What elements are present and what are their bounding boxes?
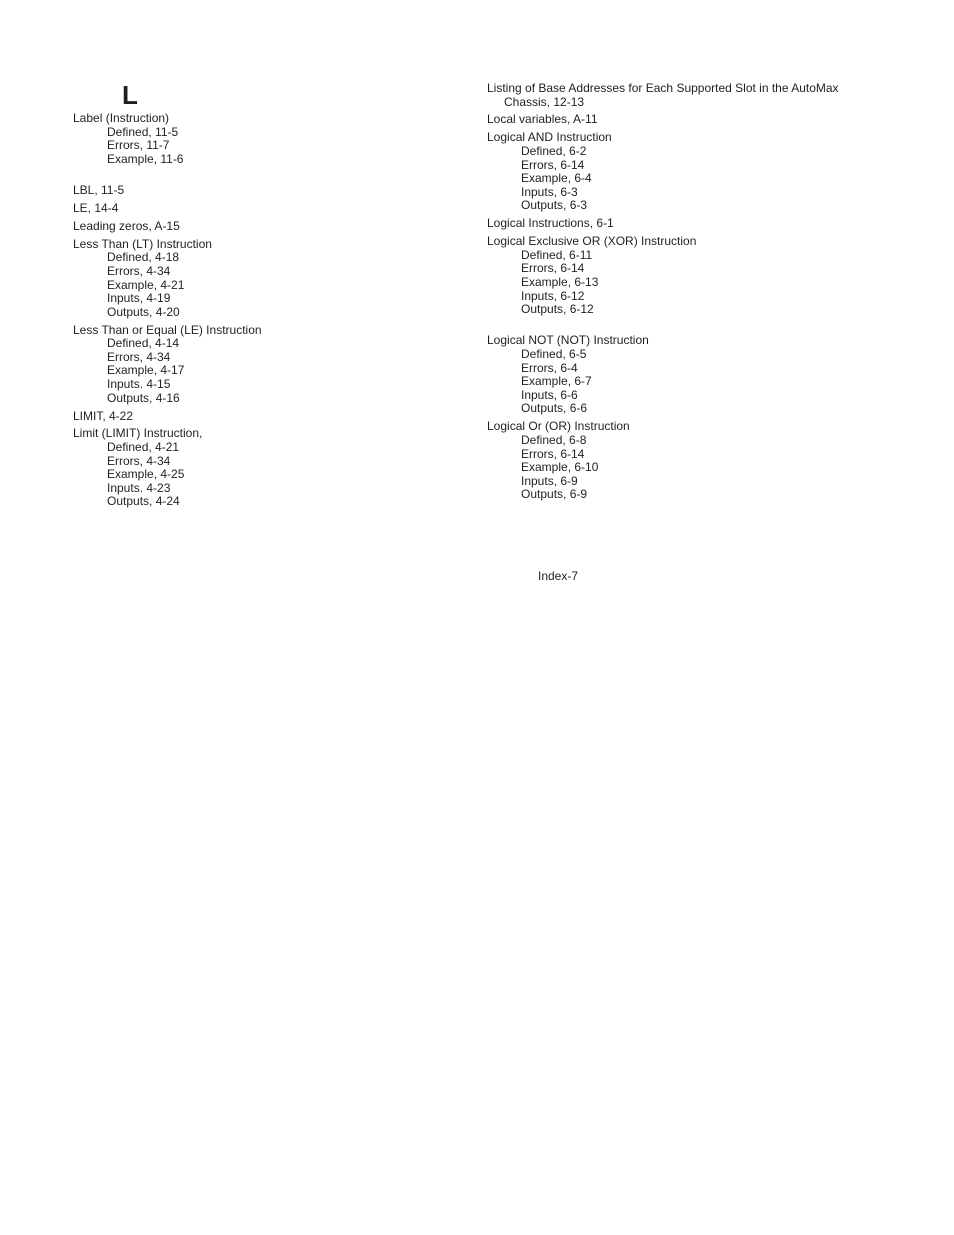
index-subentry: Defined, 6-11 [521,247,593,262]
index-column-left [73,112,473,513]
index-subentry: Defined, 4-18 [107,250,180,265]
index-entry-term: LE, 14-4 [73,201,119,216]
index-entry-term: Less Than (LT) Instruction [73,236,212,251]
index-subentry: Inputs, 6-9 [521,473,578,488]
page-number: Index-7 [538,569,579,583]
index-subentry: Errors, 6-14 [521,261,585,276]
index-subentry: Example, 4-25 [107,467,185,482]
index-entry-term: Logical AND Instruction [487,130,612,145]
index-subentry: Errors, 4-34 [107,349,171,364]
index-subentry: Errors, 4-34 [107,453,171,468]
index-subentry: Errors, 6-14 [521,157,585,172]
index-subentry: Example, 6-13 [521,274,599,289]
index-subentry: Outputs, 6-9 [521,487,588,502]
index-subentry: Inputs, 6-6 [521,387,578,402]
index-entry-term: Logical Instructions, 6-1 [487,216,614,231]
index-entry [73,112,473,166]
index-subentry: Example, 6-4 [521,171,592,186]
index-subentry: Errors, 4-34 [107,264,171,279]
index-subentry: Errors, 11-7 [107,138,170,153]
index-entry [487,217,887,231]
index-subentry: Defined, 6-2 [521,143,587,158]
index-entry [487,113,887,127]
index-entry-term: Logical Or (OR) Instruction [487,419,630,434]
index-entry-term: Less Than or Equal (LE) Instruction [73,322,262,337]
index-subentry: Inputs. 4-23 [107,480,171,495]
index-entry [73,324,473,406]
index-entry [73,202,473,216]
index-subentry: Inputs, 6-3 [521,184,578,199]
index-entry-term: LIMIT, 4-22 [73,408,134,423]
index-subentry: Defined, 4-21 [107,440,180,455]
index-entry-term: Limit (LIMIT) Instruction, [73,426,203,441]
index-subentry: Inputs, 6-12 [521,288,585,303]
index-column-right [487,82,887,506]
index-entry-term: Logical Exclusive OR (XOR) Instruction [487,234,697,249]
index-entry-term: Logical NOT (NOT) Instruction [487,333,649,348]
index-entry [487,131,887,213]
index-entry [487,235,887,317]
index-subentry: Outputs, 6-3 [521,198,588,213]
index-subentry: Outputs, 4-20 [107,304,180,319]
index-entry [487,334,887,416]
index-subentry: Inputs, 4-19 [107,291,171,306]
index-entry [73,427,473,509]
index-subentry: Example, 4-21 [107,277,185,292]
index-subentry: Defined, 6-5 [521,347,587,362]
index-entry-term: Label (Instruction) [73,111,170,125]
index-subentry: Example, 4-17 [107,363,185,378]
index-subentry: Example, 6-10 [521,460,599,475]
index-entry-term: Listing of Base Addresses for Each Supported Slot in the AutoMax [487,81,839,95]
index-subentry: Errors, 6-4 [521,360,578,375]
index-entry [487,82,887,109]
index-entry-term: LBL, 11-5 [73,183,125,198]
index-entry [73,410,473,424]
index-entry-term: Local variables, A-11 [487,112,598,127]
index-subentry: Outputs, 6-6 [521,401,588,416]
index-subentry: Defined, 11-5 [107,124,179,139]
index-entry-term: Leading zeros, A-15 [73,218,180,233]
index-entry [487,420,887,502]
index-subentry: Example, 6-7 [521,374,592,389]
index-subentry: Defined, 4-14 [107,336,180,351]
section-letter-heading: L [122,80,138,110]
index-subentry: Defined, 6-8 [521,432,587,447]
index-entry-term-continuation: Chassis, 12-13 [504,94,585,109]
index-subentry: Errors, 6-14 [521,446,585,461]
index-entry [73,220,473,234]
index-entry [73,238,473,320]
index-subentry: Inputs. 4-15 [107,377,171,392]
index-subentry: Outputs, 4-24 [107,494,180,509]
index-subentry: Outputs, 6-12 [521,302,594,317]
index-entry [73,184,473,198]
index-subentry: Outputs, 4-16 [107,390,180,405]
index-subentry: Example, 11-6 [107,151,184,166]
